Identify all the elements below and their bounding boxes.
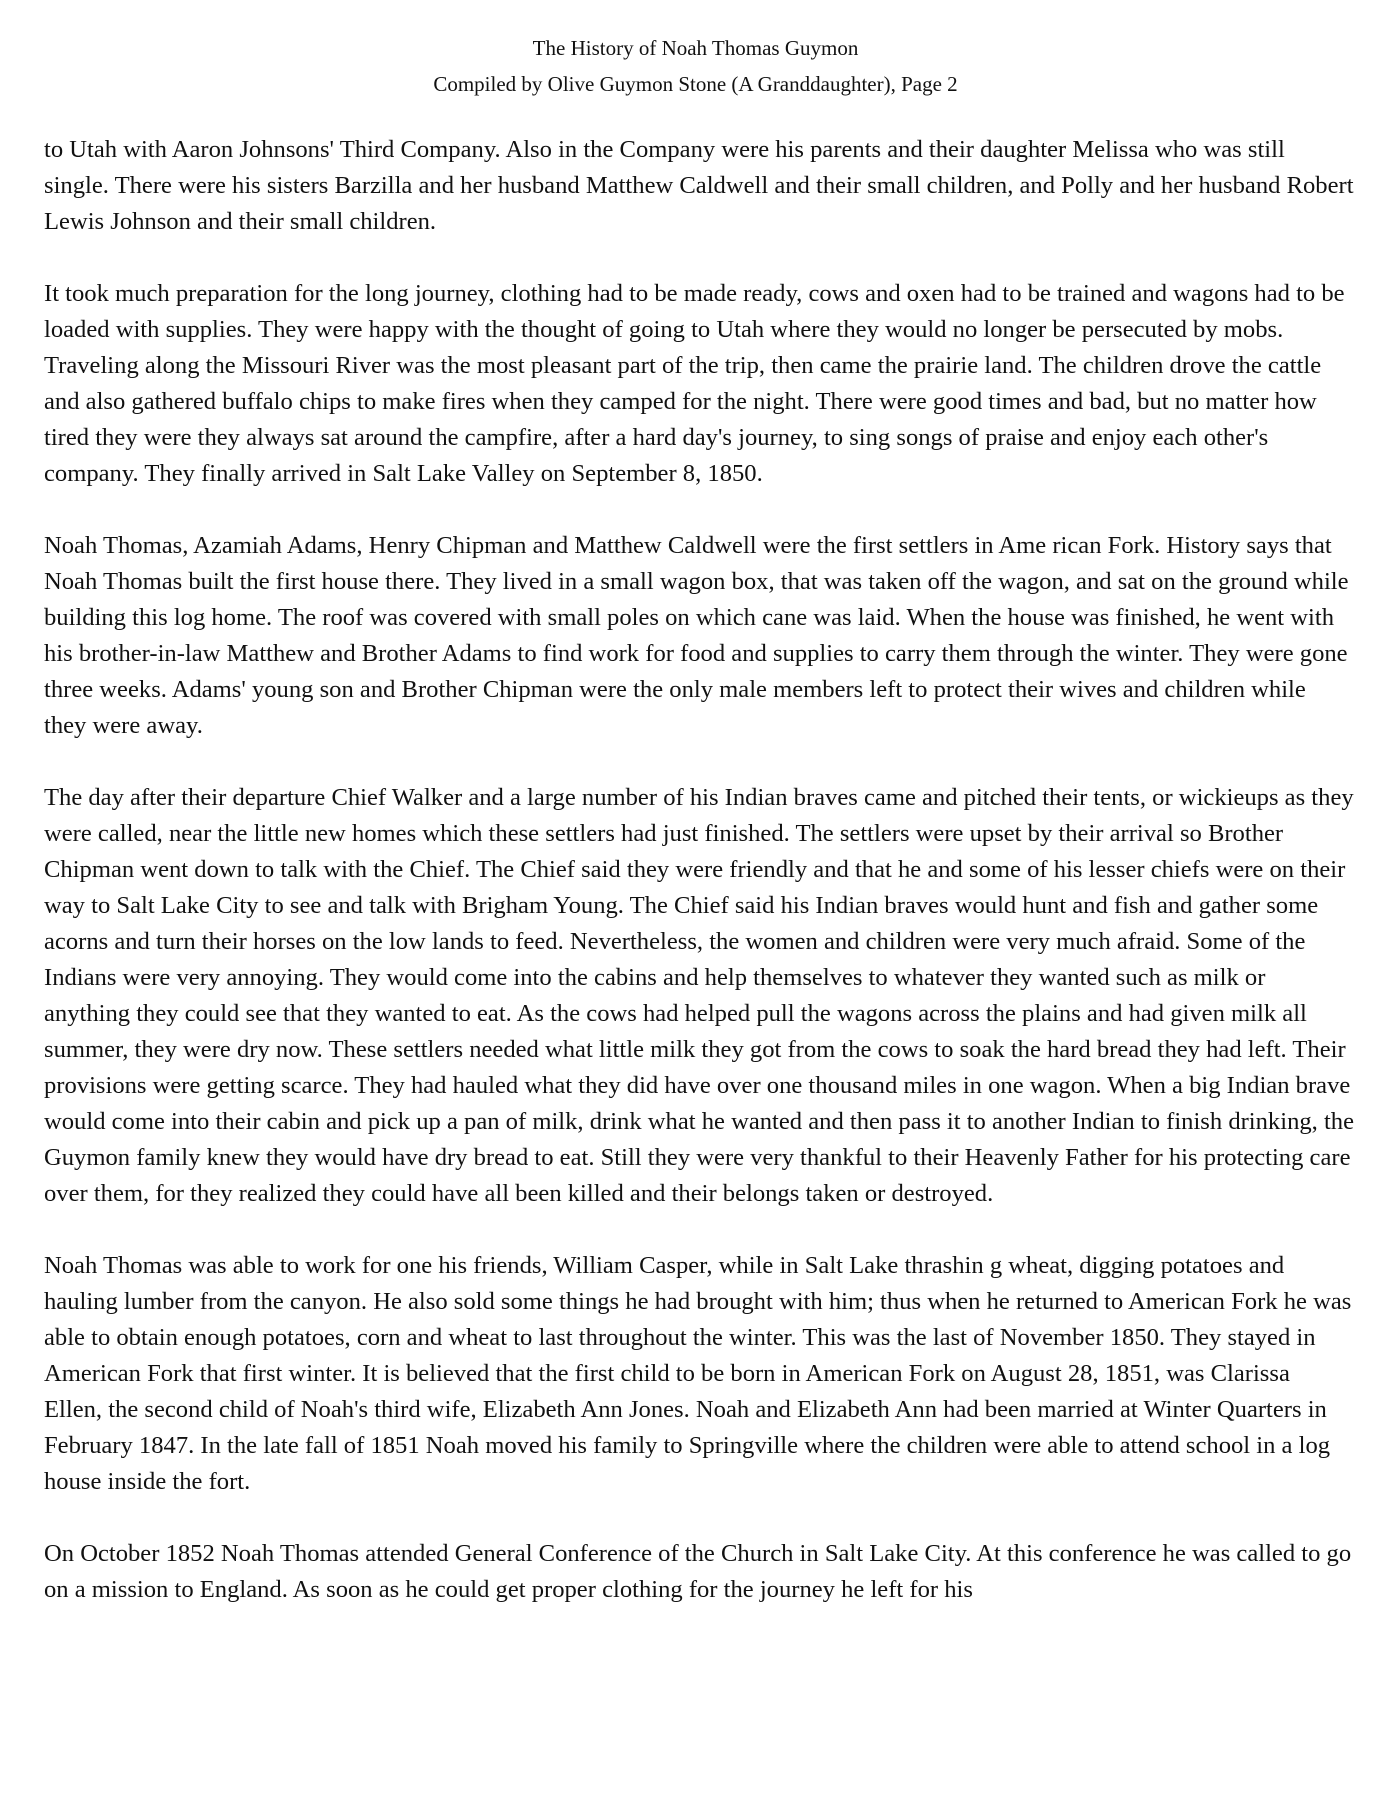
page-header (44, 30, 1347, 102)
paragraph: It took much preparation for the long journey, clothing had to be made ready, cows and oxen had to be trained and wagons had to be loaded with supplies. They were happy with the thought of going to Utah where they would no longer be persecuted by mobs. Traveling along the Missouri River was the most pleasant part of the trip, then came the prairie land. The children drove the cattle and also gathered buffalo chips to make fires when they camped for the night. There were good times and bad, but no matter how tired they were they always sat around the campfire, after a hard day's journey, to sing songs of praise and enjoy each other's company. They finally arrived in Salt Lake Valley on September 8, 1850. (44, 280, 1345, 487)
document-body (44, 132, 1354, 1608)
paragraph: Noah Thomas, Azamiah Adams, Henry Chipman and Matthew Caldwell were the first settlers in Ame rican Fork. History says that Noah Thomas built the first house there. They lived in a small wagon box, that was taken off the wagon, and sat on the ground while building this log home. The roof was covered with small poles on which cane was laid. When the house was finished, he went with his brother-in-law Matthew and Brother Adams to find work for food and supplies to carry them through the winter. They were gone three weeks. Adams' young son and Brother Chipman were the only male members left to protect their wives and children while they were away. (44, 532, 1349, 739)
document-subtitle: Compiled by Olive Guymon Stone (A Granddaughter), Page 2 (433, 72, 958, 96)
paragraph: to Utah with Aaron Johnsons' Third Company. Also in the Company were his parents and their daughter Melissa who was still single. There were his sisters Barzilla and her husband Matthew Caldwell and their small children, and Polly and her husband Robert Lewis Johnson and their small children. (44, 136, 1354, 235)
paragraph: Noah Thomas was able to work for one his friends, William Casper, while in Salt Lake thrashin g wheat, digging potatoes and hauling lumber from the canyon. He also sold some things he had brought with him; thus when he returned to American Fork he was able to obtain enough potatoes, corn and wheat to last throughout the winter. This was the last of November 1850. They stayed in American Fork that first winter. It is believed that the first child to be born in American Fork on August 28, 1851, was Clarissa Ellen, the second child of Noah's third wife, Elizabeth Ann Jones. Noah and Elizabeth Ann had been married at Winter Quarters in February 1847. In the late fall of 1851 Noah moved his family to Springville where the children were able to attend school in a log house inside the fort. (44, 1252, 1352, 1495)
paragraph: The day after their departure Chief Walker and a large number of his Indian braves came and pitched their tents, or wickieups as they were called, near the little new homes which these settlers had just finished. The settlers were upset by their arrival so Brother Chipman went down to talk with the Chief. The Chief said they were friendly and that he and some of his lesser chiefs were on their way to Salt Lake City to see and talk with Brigham Young. The Chief said his Indian braves would hunt and fish and gather some acorns and turn their horses on the low lands to feed. Nevertheless, the women and children were very much afraid. Some of the Indians were very annoying. They would come into the cabins and help themselves to whatever they wanted such as milk or anything they could see that they wanted to eat. As the cows had helped pull the wagons across the plains and had given milk all summer, they were dry now. These settlers needed what little milk they got from the cows to soak the hard bread they had left. Their provisions were getting scarce. They had hauled what they did have over one thousand miles in one wagon. When a big Indian brave would come into their cabin and pick up a pan of milk, drink what he wanted and then pass it to another Indian to finish drinking, the Guymon family knew they would have dry bread to eat. Still they were very thankful to their Heavenly Father for his protecting care over them, for they realized they could have all been killed and their belongs taken or destroyed. (44, 784, 1355, 1207)
paragraph: On October 1852 Noah Thomas attended General Conference of the Church in Salt Lake City. At this conference he was called to go on a mission to England. As soon as he could get proper clothing for the journey he left for his (44, 1540, 1352, 1603)
document-title: The History of Noah Thomas Guymon (532, 36, 859, 60)
